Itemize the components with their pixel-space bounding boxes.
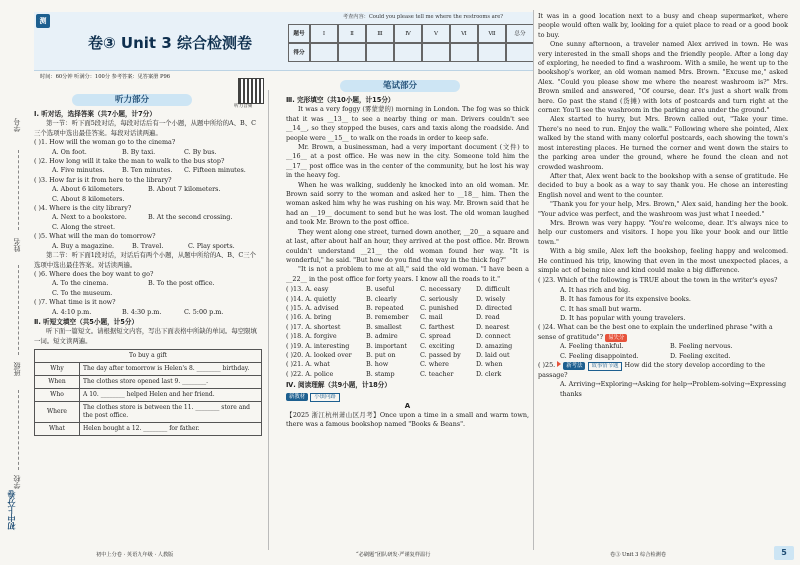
side-label-id: 学号: [13, 118, 21, 132]
option-c[interactable]: C. punished: [420, 303, 459, 312]
option-c[interactable]: C. Fifteen minutes.: [184, 166, 246, 175]
cloze-option-row: [286, 342, 529, 351]
option-b[interactable]: B. 4:30 p.m.: [122, 307, 162, 316]
cloze-option-row: [286, 370, 529, 379]
option-c[interactable]: C. About 8 kilometers.: [52, 194, 125, 203]
row-text[interactable]: Helen bought a 12. ________ for father.: [80, 423, 262, 436]
option-b[interactable]: B. how: [366, 360, 389, 369]
option-b[interactable]: B. To the post office.: [148, 279, 215, 288]
question-stem: ( )24. What can be the best one to explain the underlined phrase "with a sense of gratitude"?: [538, 323, 773, 341]
option-a[interactable]: ( )15. A. advised: [286, 303, 339, 312]
option-d[interactable]: D. laid out: [476, 350, 510, 359]
option-b[interactable]: B. remember: [366, 313, 409, 322]
option-a[interactable]: A. About 6 kilometers.: [52, 185, 125, 194]
score-cell[interactable]: [338, 43, 366, 62]
section-1-instructions: 第一节：听下面5段对话，每段对话后有一个小题，从题中所给的A、B、C三个选项中选出最佳答案。每段对话读两遍。: [34, 119, 256, 137]
score-label: 题号: [288, 24, 310, 43]
qr-code[interactable]: [238, 78, 264, 104]
footer-right: 卷③ Unit 3 综合检测卷: [610, 552, 667, 558]
page-title: 卷③ Unit 3 综合检测卷: [88, 34, 252, 52]
passage-para: "Thank you for your help, Mrs. Brown," Alex said, handing her the book. "Your advice was perfect, and the washroom was just what I needed.": [538, 200, 788, 218]
score-cell[interactable]: [506, 43, 534, 62]
option-a[interactable]: ( )16. A. bring: [286, 313, 332, 322]
writing-column: [286, 96, 529, 430]
row-label: Where: [35, 402, 80, 423]
option-a[interactable]: ( )14. A. quietly: [286, 294, 337, 303]
section-3-title: Ⅲ. 完形填空（共10小题，计15分）: [286, 96, 395, 104]
section-4-title: Ⅳ. 阅读理解（共9小题，计18分）: [286, 381, 391, 390]
option-d[interactable]: D. when: [476, 360, 503, 369]
option-c[interactable]: C. where: [420, 360, 449, 369]
option-c[interactable]: C. seriously: [420, 294, 458, 303]
score-col: Ⅵ: [450, 24, 478, 43]
cloze-para: They went along one street, turned down another, __20__ a square and at last, after about half an hour, they arrived at the post office. Mr. Brown couldn't understand __21__ the old woman found her way. "It is wonderful," he said. "But how do you find the way in the thick fog?": [286, 227, 529, 264]
exam-meta: 时间：60分钟 听满分：100分 参考答案：见答案册 P96: [40, 74, 171, 80]
question-5: [34, 232, 262, 251]
question-stem: ( )1. How will the woman go to the cinema?: [34, 138, 176, 147]
option-c[interactable]: C. necessary: [420, 285, 462, 294]
option-b[interactable]: B. stamp: [366, 369, 395, 378]
question-stem: How did the story develop according to the passage?: [538, 361, 766, 380]
cloze-option-row: [286, 360, 529, 369]
option-c[interactable]: C. exciting: [420, 341, 455, 350]
option-a[interactable]: ( )18. A. forgive: [286, 332, 337, 341]
option-a[interactable]: A. Arriving→Exploring→Asking for help→Problem-solving→Expressing thanks: [560, 380, 787, 398]
score-col: Ⅴ: [422, 24, 450, 43]
option-d[interactable]: D. directed: [476, 303, 512, 312]
score-cell[interactable]: [366, 43, 394, 62]
option-d[interactable]: D. difficult: [476, 285, 510, 294]
cloze-option-row: [286, 323, 529, 332]
tag-plot: 故事情节题: [588, 362, 623, 371]
row-label: What: [35, 423, 80, 436]
score-col: Ⅶ: [478, 24, 506, 43]
score-cell[interactable]: [422, 43, 450, 62]
option-a[interactable]: ( )19. A. interesting: [286, 341, 350, 350]
option-a[interactable]: A. It has rich and big.: [560, 285, 631, 294]
option-a[interactable]: ( )21. A. what: [286, 360, 330, 369]
cloze-para: "It is not a problem to me at all," said the old woman. "I have been a __22__ in the post office for forty years. I know all the roads to it.": [286, 265, 529, 283]
tag-topic: 小镇问路: [310, 393, 340, 402]
option-a[interactable]: A. Feeling thankful.: [560, 342, 624, 351]
column-divider: [533, 10, 534, 550]
side-strip: [0, 0, 30, 565]
question-6: [34, 270, 262, 298]
option-b[interactable]: B. About 7 kilometers.: [148, 185, 221, 194]
column-divider: [268, 90, 269, 550]
question-stem: ( )6. Where does the boy want to go?: [34, 269, 154, 278]
side-brand: 初中上分卷: [7, 490, 16, 530]
cloze-option-row: [286, 351, 529, 360]
option-c[interactable]: C. By bus.: [184, 147, 217, 156]
side-label-class: 班级: [13, 362, 21, 376]
option-b[interactable]: B. put on: [366, 350, 396, 359]
option-d[interactable]: D. nearest: [476, 322, 510, 331]
option-b[interactable]: B. admire: [366, 332, 398, 341]
option-b[interactable]: B. By taxi.: [122, 147, 156, 156]
row-text[interactable]: The clothes store opened last 9. ________.: [80, 376, 262, 389]
option-a[interactable]: A. On foot.: [52, 147, 87, 156]
option-b[interactable]: B. Feeling nervous.: [670, 342, 733, 351]
option-a[interactable]: A. To the cinema.: [52, 279, 109, 288]
row-label: When: [35, 376, 80, 389]
score-cell[interactable]: [310, 43, 338, 62]
section-1-part2-instructions: 第二节：听下面1段对话，对话后有两个小题，从题中所给的A、B、C三个选项中选出最佳答案。对话读两遍。: [34, 251, 256, 269]
question-stem: ( )5. What will the man do tomorrow?: [34, 232, 156, 241]
option-d[interactable]: D. read: [476, 313, 500, 322]
section-1-title: Ⅰ. 听对话，选择答案（共7小题，计7分）: [34, 110, 156, 118]
passage-para: It was in a good location next to a busy and cheap supermarket, where people would often walk by, looking for a quiet place to read or a good book to buy.: [538, 12, 788, 39]
option-b[interactable]: B. Travel.: [132, 241, 164, 250]
passage-para: After that, Alex went back to the bookshop with a sense of gratitude. He decided to buy a book as a way to say thank you. He chose an interesting English novel and went to the counter.: [538, 171, 788, 199]
question-2: [34, 157, 262, 176]
option-a[interactable]: A. Next to a bookstore.: [52, 213, 127, 222]
footer-left: 初中上分卷 · 英语九年级 · 人教版: [96, 552, 174, 558]
cloze-option-row: [286, 285, 529, 294]
option-c[interactable]: C. It has small but warm.: [560, 304, 642, 313]
side-dash-line: [18, 265, 19, 355]
listening-heading: 听力部分: [72, 94, 192, 106]
option-c[interactable]: C. Feeling disappointed.: [560, 351, 639, 360]
gift-table: [34, 349, 262, 436]
option-c[interactable]: C. spread: [420, 332, 451, 341]
header-note: 考查内容：Could you please tell me where the restrooms are?: [342, 14, 504, 20]
option-a[interactable]: ( )17. A. shortest: [286, 322, 341, 331]
section-2-title: Ⅱ. 听短文填空（共5小题，计5分）: [34, 317, 139, 326]
option-c[interactable]: C. Play sports.: [188, 241, 235, 250]
row-text[interactable]: A 10. ________ helped Helen and her friend.: [80, 389, 262, 402]
option-c[interactable]: C. To the museum.: [52, 288, 113, 297]
cloze-para: When he was walking, suddenly he knocked into an old woman. Mr. Brown said sorry to the woman and asked her to __18__ him. Then the woman asked him why he was rushing on his way. Mr. Brown said that he had an __19__ document to send but he was lost. The old woman laughed and took Mr. Brown to the post office.: [286, 180, 529, 227]
passage-a-label: A: [404, 401, 411, 410]
score-col: Ⅳ: [394, 24, 422, 43]
tag-new-textbook: 新教材: [286, 393, 308, 401]
option-c[interactable]: C. teacher: [420, 369, 454, 378]
passage-a-start: 【2025 浙江杭州萧山区月考】Once upon a time in a small and warm town, there was a famous bookshop named "Books & Beans".: [286, 411, 529, 429]
option-d[interactable]: D. wisely: [476, 294, 506, 303]
reading-column: [538, 12, 788, 399]
option-a[interactable]: A. 4:10 p.m.: [52, 307, 92, 316]
option-d[interactable]: D. Feeling excited.: [670, 351, 731, 360]
side-label-school: 学校: [13, 475, 21, 489]
score-col: Ⅲ: [366, 24, 394, 43]
question-24: [538, 323, 788, 361]
option-d[interactable]: D. clerk: [476, 369, 502, 378]
tag-new-test: 新考法: [563, 362, 585, 370]
option-d[interactable]: D. It has popular with young travelers.: [560, 314, 686, 322]
option-b[interactable]: B. clearly: [366, 294, 397, 303]
option-d[interactable]: D. connect: [476, 332, 511, 341]
question-stem: ( )4. Where is the city library?: [34, 204, 132, 213]
question-stem: ( )7. What time is it now?: [34, 298, 116, 307]
row-label: Who: [35, 389, 80, 402]
listening-column: [34, 110, 262, 436]
cloze-para: Mr. Brown, a businessman, had a very important document (文件) to __16__ at a post office. He was new in the city. Someone told him the __17__ post office was in the center of the community, but he lost his way in the heavy fog.: [286, 143, 529, 180]
option-a[interactable]: ( )20. A. looked over: [286, 350, 352, 359]
section-2-instructions: 听下面一篇短文。请根据短文内容，写出下面表格中所缺的单词。每空限填一词。短文读两遍。: [34, 327, 257, 345]
footer-middle: “必刷题”团队研发·严谨复样温行: [356, 552, 431, 558]
passage-para: One sunny afternoon, a traveler named Alex arrived in town. He was very interested in the small shops and the friendly people. After a long day of exploring, he needed to find a washroom. With a smile, he went up to the bookshop's worker, an old woman named Mrs. Brown. "Excuse me," asked Alex. "Could you please show me where the nearest washroom is?" Mrs. Brown smiled and answered, "Of course, dear. It's just a short walk from here. Go past the stand (货摊) with lots of postcards and turn right at the corner. You'll see the washroom in the parking area under the ground.": [538, 40, 788, 115]
tag-easy-mistake: 易失分: [605, 334, 627, 342]
option-b[interactable]: B. repeated: [366, 303, 404, 312]
score-col: Ⅱ: [338, 24, 366, 43]
score-row-label: 得分: [288, 43, 310, 62]
question-7: [34, 298, 262, 317]
score-table: [288, 24, 534, 62]
side-label-name: 姓名: [13, 238, 21, 252]
option-c[interactable]: C. Along the street.: [52, 222, 116, 231]
arrow-icon: [557, 361, 561, 367]
passage-para: With a big smile, Alex left the bookshop, feeling happy and welcomed. He continued his trip, knowing that even in the most unexpected places, a simple act of being nice and kind could make a big difference.: [538, 247, 788, 274]
option-a[interactable]: A. Buy a magazine.: [52, 241, 115, 250]
cloze-options: [286, 285, 529, 379]
qr-label: 听力音频: [234, 104, 253, 109]
option-d[interactable]: D. amazing: [476, 341, 513, 350]
side-dash-line: [18, 390, 19, 470]
question-1: [34, 138, 262, 157]
row-text[interactable]: The clothes store is between the 11. ________ store and the post office.: [80, 402, 262, 423]
option-a[interactable]: A. Five minutes.: [52, 166, 105, 175]
option-a[interactable]: ( )22. A. police: [286, 369, 334, 378]
question-number: ( )25.: [538, 361, 556, 370]
option-b[interactable]: B. Ten minutes.: [122, 166, 173, 175]
page-number: 5: [774, 546, 794, 560]
cloze-option-row: [286, 295, 529, 304]
cloze-option-row: [286, 313, 529, 322]
gift-table-title: To buy a gift: [35, 350, 262, 363]
question-23: [538, 276, 788, 323]
question-25: [538, 361, 788, 399]
question-3: [34, 176, 262, 204]
question-4: [34, 204, 262, 232]
row-label: Why: [35, 363, 80, 376]
cloze-option-row: [286, 332, 529, 341]
question-stem: ( )2. How long will it take the man to walk to the bus stop?: [34, 157, 225, 166]
score-col: Ⅰ: [310, 24, 338, 43]
row-text[interactable]: The day after tomorrow is Helen's 8. ________ birthday.: [80, 363, 262, 376]
passage-para: Mrs. Brown was very happy. "You're welcome, dear. It's always nice to help our customers and visitors. I hope you like your book and our little town.": [538, 218, 788, 246]
option-c[interactable]: C. mail: [420, 313, 443, 322]
question-stem: ( )23. Which of the following is TRUE about the town in the writer's eyes?: [538, 276, 778, 285]
option-b[interactable]: B. At the second crossing.: [148, 213, 233, 222]
option-a[interactable]: ( )13. A. easy: [286, 285, 329, 294]
writing-heading: 笔试部分: [340, 80, 460, 92]
option-b[interactable]: B. useful: [366, 285, 395, 294]
score-cell[interactable]: [450, 43, 478, 62]
question-stem: ( )3. How far is it from here to the library?: [34, 175, 172, 184]
option-b[interactable]: B. It has famous for its expensive books.: [560, 295, 691, 304]
cloze-para: It was a very foggy (雾蒙蒙的) morning in London. The fog was so thick that it was __13__ to see a nearby thing or man. Drivers couldn't see __14__, so they stopped the buses, cars and taxis along the roadside. And people were __15__ to walk on the roads in order to keep safe.: [286, 105, 529, 142]
score-cell[interactable]: [478, 43, 506, 62]
passage-para: Alex started to hurry, but Mrs. Brown called out, "Take your time. There's no need to run. Enjoy the walk." Following where she pointed, Alex walked by the stand with many colorful postcards, each showing the town's most interesting places. He turned the corner and went down the stairs to the parking area under the ground, where he found the clean and not crowded washroom.: [538, 115, 788, 171]
passage-a-tags: [286, 392, 529, 402]
option-c[interactable]: C. passed by: [420, 350, 461, 359]
score-cell[interactable]: [394, 43, 422, 62]
header-badge: 测: [36, 14, 50, 28]
score-col: 总分: [506, 24, 534, 43]
option-c[interactable]: C. 5:00 p.m.: [184, 307, 224, 316]
option-b[interactable]: B. smallest: [366, 322, 402, 331]
side-dash-line: [18, 150, 19, 230]
cloze-option-row: [286, 304, 529, 313]
option-b[interactable]: B. important: [366, 341, 407, 350]
option-c[interactable]: C. farthest: [420, 322, 455, 331]
